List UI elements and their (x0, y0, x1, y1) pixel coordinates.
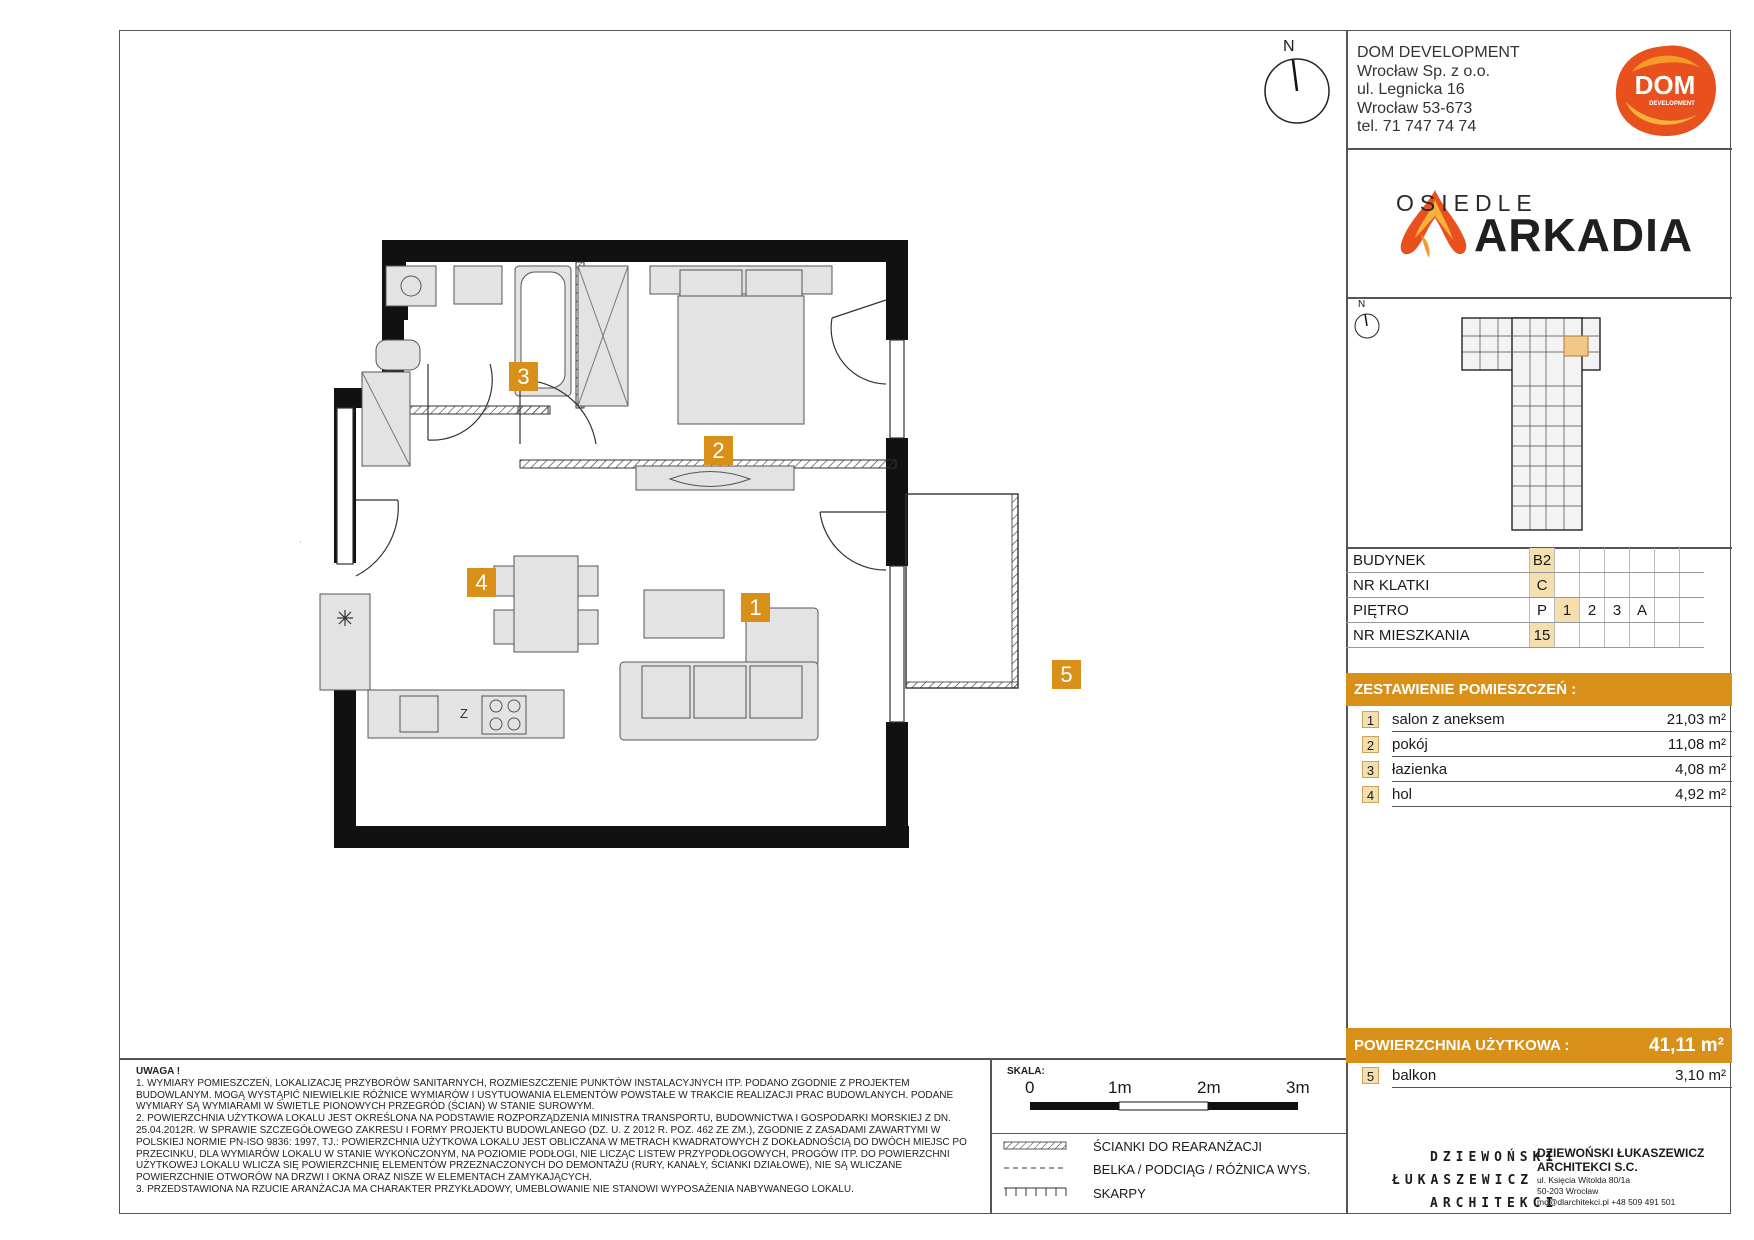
scale-label: SKALA: (1007, 1066, 1045, 1077)
north-compass-icon (1262, 56, 1332, 126)
room-name: łazienka (1392, 761, 1448, 778)
room-area: 21,03 m² (1666, 711, 1726, 728)
floor-plan (300, 230, 1160, 860)
project-prefix: OSIEDLE (1396, 190, 1538, 216)
stair-row: NR KLATKI C (1346, 573, 1704, 598)
svg-text:DEVELOPMENT: DEVELOPMENT (1649, 101, 1695, 107)
building-value: B2 (1530, 548, 1555, 573)
footer-legend-divider (990, 1133, 1346, 1134)
room-number: 4 (1362, 786, 1379, 803)
room-row (1362, 758, 1732, 782)
unit-row: NR MIESZKANIA 15 (1346, 623, 1704, 648)
side-divider-2 (1346, 297, 1732, 299)
building-row: BUDYNEK B2 (1346, 548, 1704, 573)
note-2: 2. POWIERZCHNIA UŻYTKOWA LOKALU JEST OKREŚLONA NA PODSTAWIE ROZPORZĄDZENIA MINISTRA TRANSPORTU, BUDOWNICTWA I GOSPODARKI MORSKIEJ Z DN. 25.04.2012R. W SPRAWIE SZCZEGÓŁOWEGO ZAKRESU I FORMY PROJEKTU BUDOWLANEGO (DZ. U. Z 2012 R. POZ. 462 ZE ZM.), ZGODNIE Z ZASADAMI ZAWARTYMI W POLSKIEJ NORMIE PN-ISO 9836: 1997, TJ.: POWIERZCHNIA UŻYTKOWA LOKALU JEST OBLICZANA W METRACH KWADRATOWYCH Z DOKŁADNOŚCIĄ DO DWÓCH MIEJSC PO PRZECINKU, DLA WYMIARÓW LOKALU W STANIE WYKOŃCZONYM, NA POZIOMIE PODŁOGI, NIE LICZĄC LISTEW PRZYPODŁOGOWYCH, PROGÓW ITP. DO POWIERZCHNI UŻYTKOWEJ LOKALU WLICZA SIĘ POWIERZCHNIĘ ELEMENTÓW PRZEZNACZONYCH DO DEMONTAŻU (RURY, KANAŁY, ŚCIANKI DZIAŁOWE), NIE SĄ WLICZANE POWIERZCHNIE OTWORÓW NA DRZWI I OKNA ORAZ NISZE W ELEMENTACH ZAMYKAJĄCYCH. (136, 1113, 967, 1184)
note-1: 1. WYMIARY POMIESZCZEŃ, LOKALIZACJĘ PRZYBORÓW SANITARNYCH, ROZMIESZCZENIE PUNKTÓW INSTALACYJNYCH ITP. PODANO ZGODNIE Z PROJEKTEM BUDOWLANYM. MOGĄ WYSTĄPIĆ NIEWIELKIE RÓŻNICE WYMIARÓW I USYTUOWANIA ELEMENTÓW POWSTAŁE W TRAKCIE REALIZACJI PRAC BUDOWLANYCH. PODANE WYMIARY SĄ WYMIARAMI W ŚWIETLE PIONOWYCH PRZEGRÓD (ŚCIAN) W STANIE SUROWYM. (136, 1077, 954, 1113)
developer-city: Wrocław 53-673 (1357, 99, 1473, 117)
floor-option: 2 (1580, 598, 1605, 623)
scale-bar (1030, 1100, 1302, 1114)
floor-option: 3 (1605, 598, 1630, 623)
room-row (1362, 783, 1732, 807)
svg-text:DOM: DOM (1634, 70, 1696, 100)
stair-value: C (1530, 573, 1555, 598)
unit-value: 15 (1530, 623, 1555, 648)
architect-name: DZIEWOŃSKI ŁUKASZEWICZ ARCHITEKCI S.C. (1537, 1146, 1705, 1174)
legend-beam: BELKA / PODCIĄG / RÓŻNICA WYS. (1093, 1162, 1311, 1177)
developer-line2: Wrocław Sp. z o.o. (1357, 62, 1491, 80)
room-marker-1: 1 (741, 593, 770, 622)
room-number: 2 (1362, 736, 1379, 753)
notes-title: UWAGA ! (136, 1066, 181, 1077)
footer-divider (119, 1058, 1346, 1060)
side-divider-1 (1346, 148, 1732, 150)
architect-logo: DZIEWOŃSKI ŁUKASZEWICZ ARCHITEKCI (1392, 1150, 1559, 1211)
room-marker-5: 5 (1052, 660, 1081, 689)
room-marker-3: 3 (509, 362, 538, 391)
room-name: salon z aneksem (1392, 711, 1505, 728)
usable-area-bar (1346, 1028, 1732, 1063)
scale-tick-3: 3m (1286, 1078, 1310, 1097)
legend-rearrangeable-walls: ŚCIANKI DO REARANŻACJI (1093, 1139, 1263, 1154)
developer-phone: tel. 71 747 74 74 (1357, 118, 1477, 135)
svg-text:Z: Z (460, 706, 468, 721)
room-area: 4,08 m² (1675, 761, 1726, 778)
apartment-info-table (1346, 548, 1704, 648)
notes-block (136, 1066, 976, 1196)
room-area: 4,92 m² (1675, 786, 1726, 803)
floor-row: PIĘTRO P 1 2 3 A (1346, 598, 1704, 623)
row-divider (1392, 781, 1732, 782)
apartment-location-highlight (1564, 336, 1588, 356)
note-3: 3. PRZEDSTAWIONA NA RZUCIE ARANŻACJA MA CHARAKTER PRZYKŁADOWY, UMEBLOWANIE NIE STANOWI WYPOSAŻENIA NABYWANEGO LOKALU. (136, 1183, 854, 1195)
room-marker-4: 4 (467, 568, 496, 597)
balcony-row: 5 balkon 3,10 m² (1362, 1064, 1732, 1088)
row-divider (1392, 731, 1732, 732)
room-name: pokój (1392, 736, 1428, 753)
scale-tick-1: 1m (1108, 1078, 1132, 1097)
room-row (1362, 733, 1732, 757)
usable-area-label: POWIERZCHNIA UŻYTKOWA : (1354, 1037, 1570, 1054)
floor-option: P (1530, 598, 1555, 623)
architect-address: ul. Księcia Witolda 80/1a 50-203 Wrocław md@dlarchitekci.pl +48 509 491 501 (1537, 1175, 1676, 1207)
room-number: 1 (1362, 711, 1379, 728)
floor-option-selected: 1 (1555, 598, 1580, 623)
rooms-summary-title: ZESTAWIENIE POMIESZCZEŃ : (1346, 673, 1732, 706)
row-divider (1392, 756, 1732, 757)
project-name: ARKADIA (1474, 209, 1694, 261)
row-divider (1392, 806, 1732, 807)
floor-option: A (1630, 598, 1655, 623)
footer-split (990, 1058, 992, 1214)
fridge-icon (337, 610, 353, 626)
developer-name: DOM DEVELOPMENT (1357, 44, 1520, 61)
building-location-plan (1450, 314, 1610, 534)
room-area: 11,08 m² (1667, 736, 1726, 753)
developer-street: ul. Legnicka 16 (1357, 81, 1465, 98)
developer-address (1357, 44, 1520, 137)
legend-symbols (1002, 1138, 1072, 1210)
dom-logo-icon (1612, 42, 1718, 138)
room-number: 3 (1362, 761, 1379, 778)
usable-area-value: 41,11 m² (1649, 1035, 1724, 1056)
room-marker-2: 2 (704, 436, 733, 465)
north-label: N (1283, 38, 1295, 55)
mini-north-label: N (1358, 299, 1366, 310)
room-row (1362, 708, 1732, 732)
room-name: hol (1392, 786, 1413, 803)
scale-tick-2: 2m (1197, 1078, 1221, 1097)
legend-slopes: SKARPY (1093, 1186, 1146, 1201)
mini-compass-icon (1352, 310, 1382, 356)
scale-tick-0: 0 (1025, 1078, 1035, 1097)
